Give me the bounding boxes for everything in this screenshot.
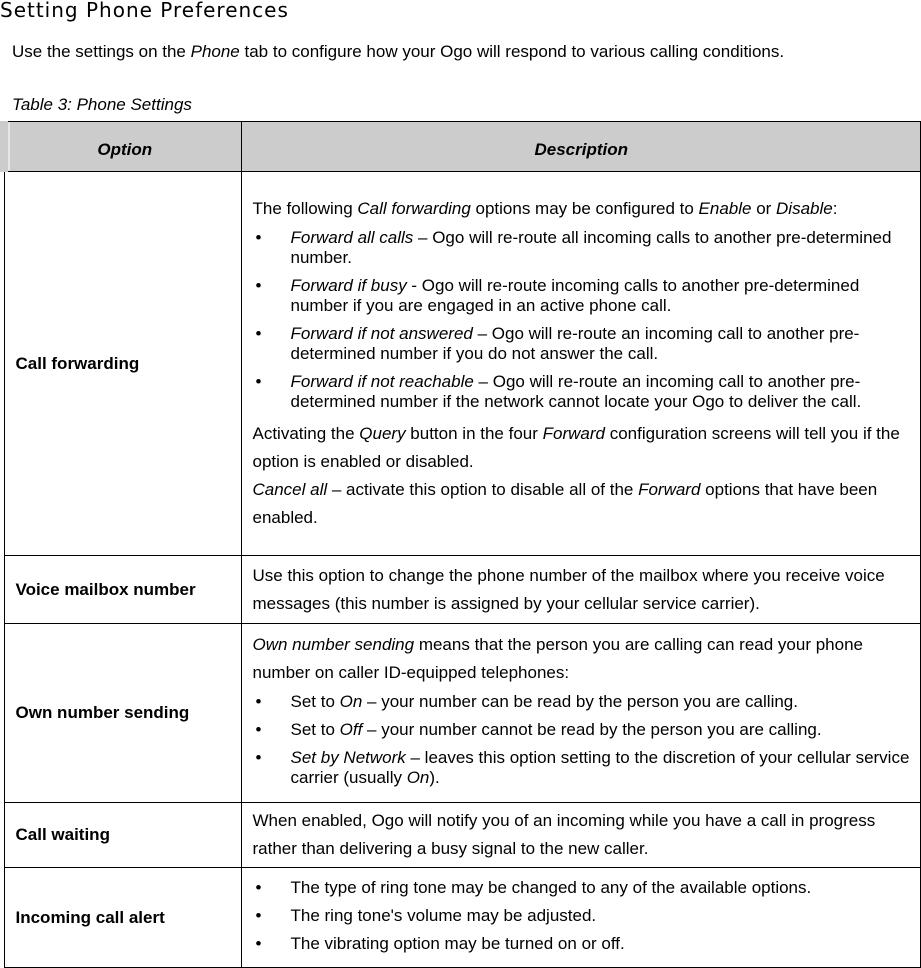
bullet-icon: • [255,934,262,953]
bullet-icon: • [255,747,262,767]
bullet-item [253,748,911,788]
emphasized-text: On [406,767,430,787]
emphasized-text: Query [359,424,406,443]
text-run: When enabled, Ogo will notify you of an incoming while you have a call in progress rather than delivering a busy signal to the new caller. [252,811,876,858]
bullet-icon: • [255,228,262,247]
description-cell [241,556,921,624]
bullet-icon: • [255,276,262,295]
text-run: ). [429,767,440,787]
text-run: – Ogo will re-route all incoming calls to another pre-determined number. [290,228,892,267]
text-run: – activate this option to disable all of the [327,480,639,499]
table-row [4,172,921,556]
text-run: The following [252,199,358,218]
bullet-item [253,906,911,926]
table-row [4,624,921,803]
bullet-item [253,276,911,316]
header-description: Description [241,122,921,172]
option-cell: Call waiting [4,803,241,868]
bullet-icon: • [255,324,262,343]
table-header-row [4,122,921,172]
bullet-icon: • [255,691,262,711]
table-row [4,868,921,968]
bullet-item [253,878,911,898]
emphasized-text: Cancel all [252,480,328,499]
text-run: Use the settings on the [12,42,191,61]
option-cell: Call forwarding [4,172,241,556]
text-run: – your number cannot be read by the person you are calling. [362,719,822,739]
text-run: – your number can be read by the person you are calling. [362,691,798,711]
text-run: means that the person you are calling can read your phone number on caller ID-equipped telephones: [252,634,863,682]
text-run: – Ogo will re-route an incoming call to another pre-determined number if the network cannot locate your Ogo to deliver the call. [290,372,862,411]
text-run: options that have been enabled. [252,480,878,527]
description-cell [241,172,921,556]
bullet-item [253,934,911,954]
bullet-item [253,324,911,364]
text-run: The vibrating option may be turned on or off. [290,934,625,953]
text-run: Set to [290,691,340,711]
emphasized-text: Disable [776,199,833,218]
text-run: Set to [290,719,340,739]
emphasized-text: Call forwarding [357,199,471,218]
emphasized-text: Forward [542,424,605,443]
description-paragraph [253,476,911,532]
option-cell: Own number sending [4,624,241,803]
bullet-icon: • [255,878,262,897]
description-paragraph [253,807,911,863]
emphasized-text: Forward [638,480,701,499]
phone-settings-table [0,121,921,968]
text-run: The type of ring tone may be changed to any of the available options. [290,878,812,897]
emphasized-text: Set by Network [290,747,406,767]
text-run: tab to configure how your Ogo will respond to various calling conditions. [239,42,785,61]
option-cell: Incoming call alert [4,868,241,968]
emphasized-text: Forward if busy [290,276,407,295]
bullet-item [253,692,911,712]
section-title: Setting Phone Preferences [0,0,289,22]
description-paragraph [253,195,911,223]
text-run: – leaves this option setting to the discretion of your cellular service carrier (usually [290,747,910,787]
bullet-icon: • [255,719,262,739]
text-run: button in the four [405,424,543,443]
emphasized-text: Phone [190,42,240,61]
header-option: Option [4,122,241,172]
emphasized-text: Own number sending [252,634,415,654]
table-row [4,803,921,868]
description-paragraph [253,420,911,476]
emphasized-text: On [339,691,363,711]
text-run: Activating the [252,424,360,443]
description-cell [241,868,921,968]
bullet-item [253,372,911,412]
table-caption: Table 3: Phone Settings [12,95,192,114]
emphasized-text: Forward if not reachable [290,372,474,391]
table-row [4,556,921,624]
emphasized-text: Enable [698,199,752,218]
emphasized-text: Forward if not answered [290,324,473,343]
text-run: – Ogo will re-route an incoming call to another pre-determined number if you do not answer the call. [290,324,860,363]
bullet-item [253,228,911,268]
text-run: configuration screens will tell you if the option is enabled or disabled. [252,424,900,471]
text-run: - Ogo will re-route incoming calls to another pre-determined number if you are engaged in an active phone call. [290,276,860,315]
bullet-icon: • [255,372,262,391]
text-run: options may be configured to [470,199,699,218]
description-paragraph [253,562,911,618]
text-run: The ring tone's volume may be adjusted. [290,906,597,925]
emphasized-text: Off [339,719,363,739]
text-run: or [751,199,777,218]
description-paragraph [253,631,911,687]
option-cell: Voice mailbox number [4,556,241,624]
bullet-item [253,720,911,740]
description-cell [241,624,921,803]
text-run: : [832,199,838,218]
description-cell [241,803,921,868]
text-run: Use this option to change the phone number of the mailbox where you receive voice messages (this number is assigned by your cellular service carrier). [252,565,885,613]
intro-paragraph [12,42,784,62]
emphasized-text: Forward all calls [290,228,414,247]
bullet-icon: • [255,906,262,925]
